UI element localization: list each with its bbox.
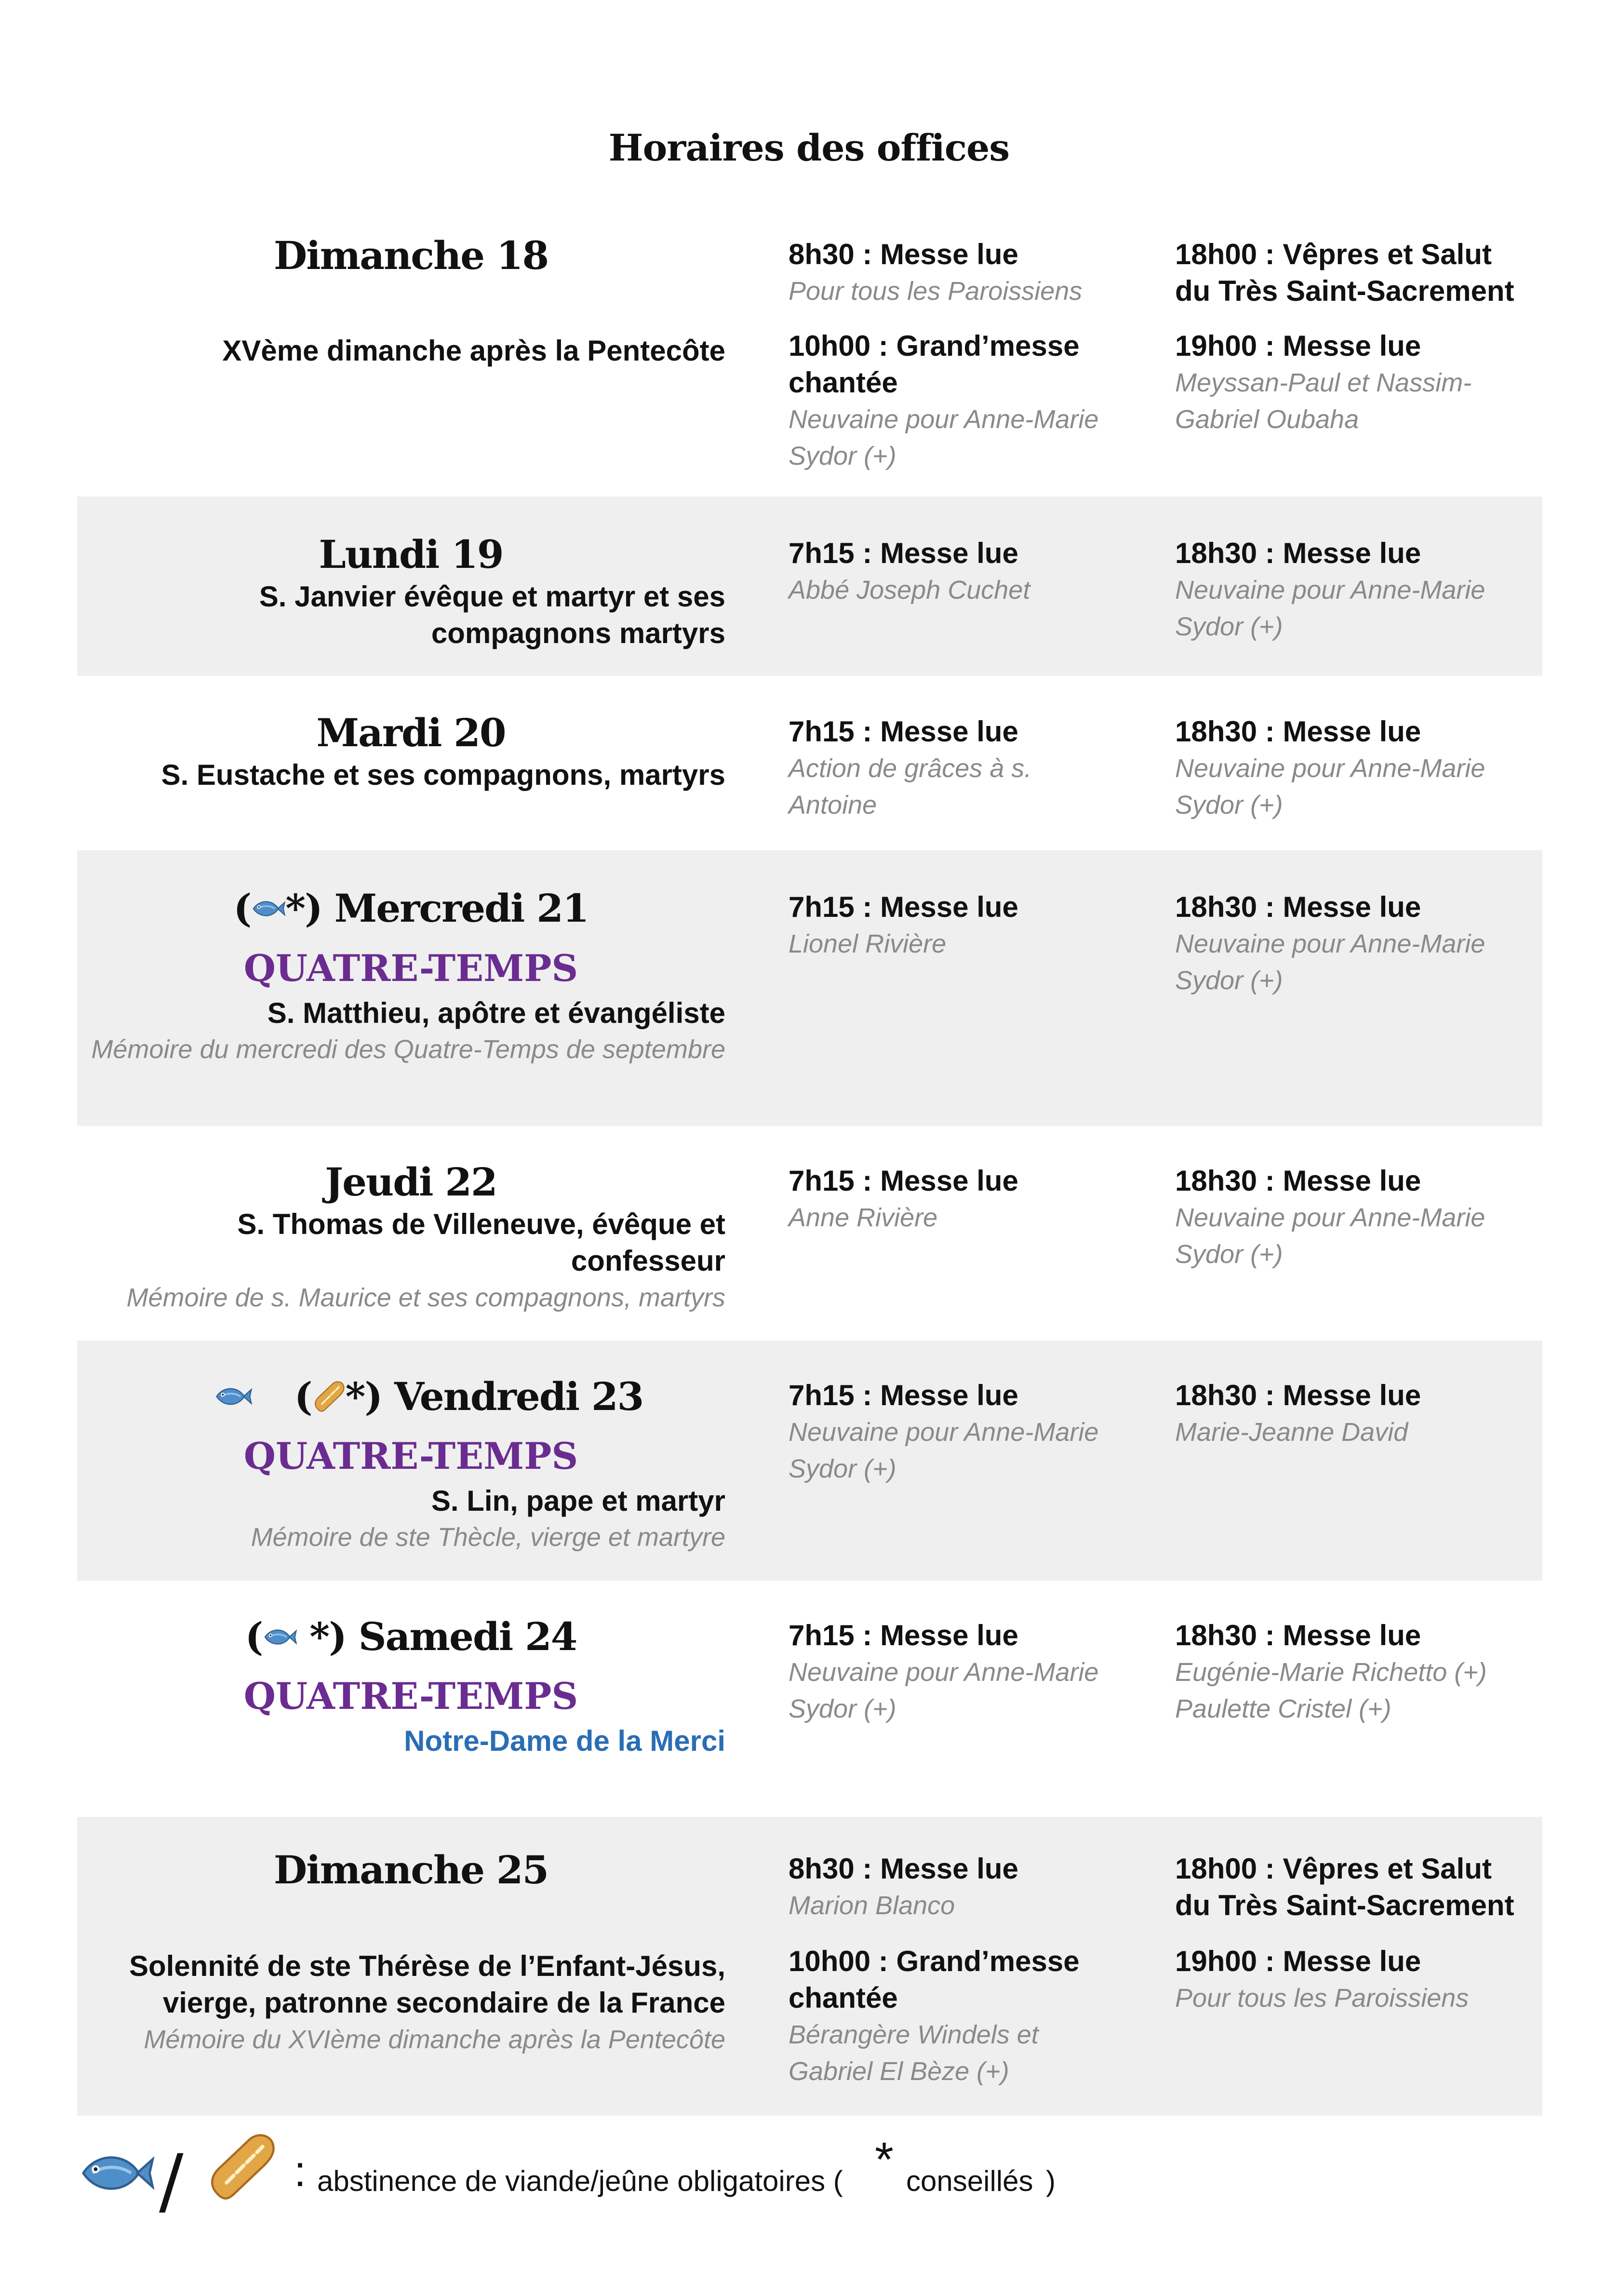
mass-time: 7h15 : Messe lue <box>789 891 1018 923</box>
memoire-label: Mémoire du XVIème dimanche après la Pentecôte <box>144 2025 725 2054</box>
mass-intention: Marie-Jeanne David <box>1175 1418 1408 1447</box>
day-row <box>77 1817 1542 2116</box>
day-prefix: ( <box>233 886 251 931</box>
mass-intention: Neuvaine pour Anne-Marie Sydor (+) <box>789 1658 1099 1723</box>
legend-close: ) <box>1046 2165 1056 2197</box>
mass-time: 19h00 : Messe lue <box>1175 1945 1421 1977</box>
legend-slash: / <box>159 2139 184 2223</box>
mass-intention: Neuvaine pour Anne-Marie Sydor (+) <box>1175 754 1485 819</box>
day-label: Mardi 20 <box>316 710 506 755</box>
mass-time: 8h30 : Messe lue <box>789 238 1018 270</box>
mass-time: 18h00 : Vêpres et Salut du Très Saint-Sacrement <box>1175 238 1514 307</box>
day-row <box>77 1126 1542 1341</box>
mass-time: 10h00 : Grand’messe chantée <box>789 1945 1080 2014</box>
day-label <box>77 884 745 932</box>
page-title: Horaires des offices <box>608 126 1010 169</box>
day-label: Jeudi 22 <box>325 1159 497 1205</box>
legend-text: abstinence de viande/jeûne obligatoires ( <box>317 2165 843 2197</box>
legend-colon: : <box>294 2148 307 2196</box>
day-label: Dimanche 18 <box>273 233 548 278</box>
feast-label: Notre-Dame de la Merci <box>404 1725 725 1757</box>
mass-time: 18h30 : Messe lue <box>1175 891 1421 923</box>
mass-time: 10h00 : Grand’messe chantée <box>789 330 1080 399</box>
day-label: Lundi 19 <box>319 532 503 577</box>
mass-intention: Marion Blanco <box>789 1891 955 1920</box>
mass-intention: Bérangère Windels et Gabriel El Bèze (+) <box>789 2020 1039 2086</box>
mass-intention: Meyssan-Paul et Nassim-Gabriel Oubaha <box>1175 368 1472 434</box>
mass-time: 18h30 : Messe lue <box>1175 715 1421 748</box>
legend-conseilles: conseillés <box>906 2165 1033 2197</box>
quatre-temps-label: QUATRE-TEMPS <box>243 1435 578 1477</box>
day-suffix: *) Vendredi 23 <box>345 1374 643 1419</box>
feast-label: S. Janvier évêque et martyr et ses compagnons martyrs <box>259 580 725 649</box>
day-label: Dimanche 25 <box>273 1847 548 1893</box>
feast-label: S. Matthieu, apôtre et évangéliste <box>267 997 725 1029</box>
feast-label: XVème dimanche après la Pentecôte <box>222 335 725 367</box>
mass-intention: Neuvaine pour Anne-Marie Sydor (+) <box>1175 1203 1485 1269</box>
mass-time: 7h15 : Messe lue <box>789 537 1018 569</box>
feast-label: Solennité de ste Thérèse de l’Enfant-Jésus, vierge, patronne secondaire de la France <box>129 1950 725 2019</box>
mass-intention: Neuvaine pour Anne-Marie Sydor (+) <box>789 405 1099 470</box>
mass-time: 18h30 : Messe lue <box>1175 1165 1421 1197</box>
mass-intention: Neuvaine pour Anne-Marie Sydor (+) <box>1175 929 1485 995</box>
feast-label: S. Lin, pape et martyr <box>431 1485 725 1517</box>
feast-label: S. Thomas de Villeneuve, évêque et confesseur <box>237 1208 725 1277</box>
mass-time: 18h00 : Vêpres et Salut du Très Saint-Sacrement <box>1175 1853 1514 1921</box>
fish-icon <box>251 898 285 919</box>
day-row <box>77 497 1542 676</box>
mass-time: 18h30 : Messe lue <box>1175 537 1421 569</box>
day-row <box>77 227 1542 492</box>
day-row <box>77 1341 1542 1581</box>
memoire-label: Mémoire de ste Thècle, vierge et martyre <box>251 1523 725 1552</box>
mass-time: 7h15 : Messe lue <box>789 1619 1018 1652</box>
quatre-temps-label: QUATRE-TEMPS <box>243 1675 578 1718</box>
mass-time: 7h15 : Messe lue <box>789 715 1018 748</box>
mass-intention: Lionel Rivière <box>789 929 947 958</box>
bread-icon <box>312 1380 346 1413</box>
day-label <box>135 1372 802 1421</box>
mass-intention: Neuvaine pour Anne-Marie Sydor (+) <box>789 1418 1099 1483</box>
fish-icon <box>77 2150 154 2196</box>
day-suffix: *) Mercredi 21 <box>285 886 588 931</box>
mass-intention: Pour tous les Paroissiens <box>1175 1984 1469 2013</box>
day-prefix: ( <box>294 1374 312 1419</box>
mass-intention: Abbé Joseph Cuchet <box>789 576 1030 604</box>
mass-time: 7h15 : Messe lue <box>789 1379 1018 1411</box>
mass-time: 7h15 : Messe lue <box>789 1165 1018 1197</box>
mass-intention: Neuvaine pour Anne-Marie Sydor (+) <box>1175 576 1485 641</box>
legend-star: * <box>875 2133 894 2187</box>
quatre-temps-label: QUATRE-TEMPS <box>243 947 578 990</box>
mass-time: 18h30 : Messe lue <box>1175 1379 1421 1411</box>
day-suffix: *) Samedi 24 <box>297 1614 577 1659</box>
legend <box>77 2131 1234 2223</box>
day-row <box>77 676 1542 850</box>
mass-time: 8h30 : Messe lue <box>789 1853 1018 1885</box>
day-label <box>77 1612 745 1661</box>
day-row <box>77 1581 1542 1817</box>
mass-intention: Pour tous les Paroissiens <box>789 277 1083 306</box>
mass-intention: Anne Rivière <box>789 1203 938 1232</box>
memoire-label: Mémoire de s. Maurice et ses compagnons, martyrs <box>126 1283 725 1312</box>
mass-time: 18h30 : Messe lue <box>1175 1619 1421 1652</box>
bread-icon <box>205 2131 277 2203</box>
mass-intention: Action de grâces à s. Antoine <box>789 754 1032 819</box>
feast-label: S. Eustache et ses compagnons, martyrs <box>161 759 725 791</box>
memoire-label: Mémoire du mercredi des Quatre-Temps de septembre <box>91 1035 725 1064</box>
fish-icon <box>262 1626 297 1648</box>
mass-intention: Eugénie-Marie Richetto (+) Paulette Cristel (+) <box>1175 1658 1487 1723</box>
day-prefix: ( <box>245 1614 263 1659</box>
mass-time: 19h00 : Messe lue <box>1175 330 1421 362</box>
day-row <box>77 850 1542 1126</box>
